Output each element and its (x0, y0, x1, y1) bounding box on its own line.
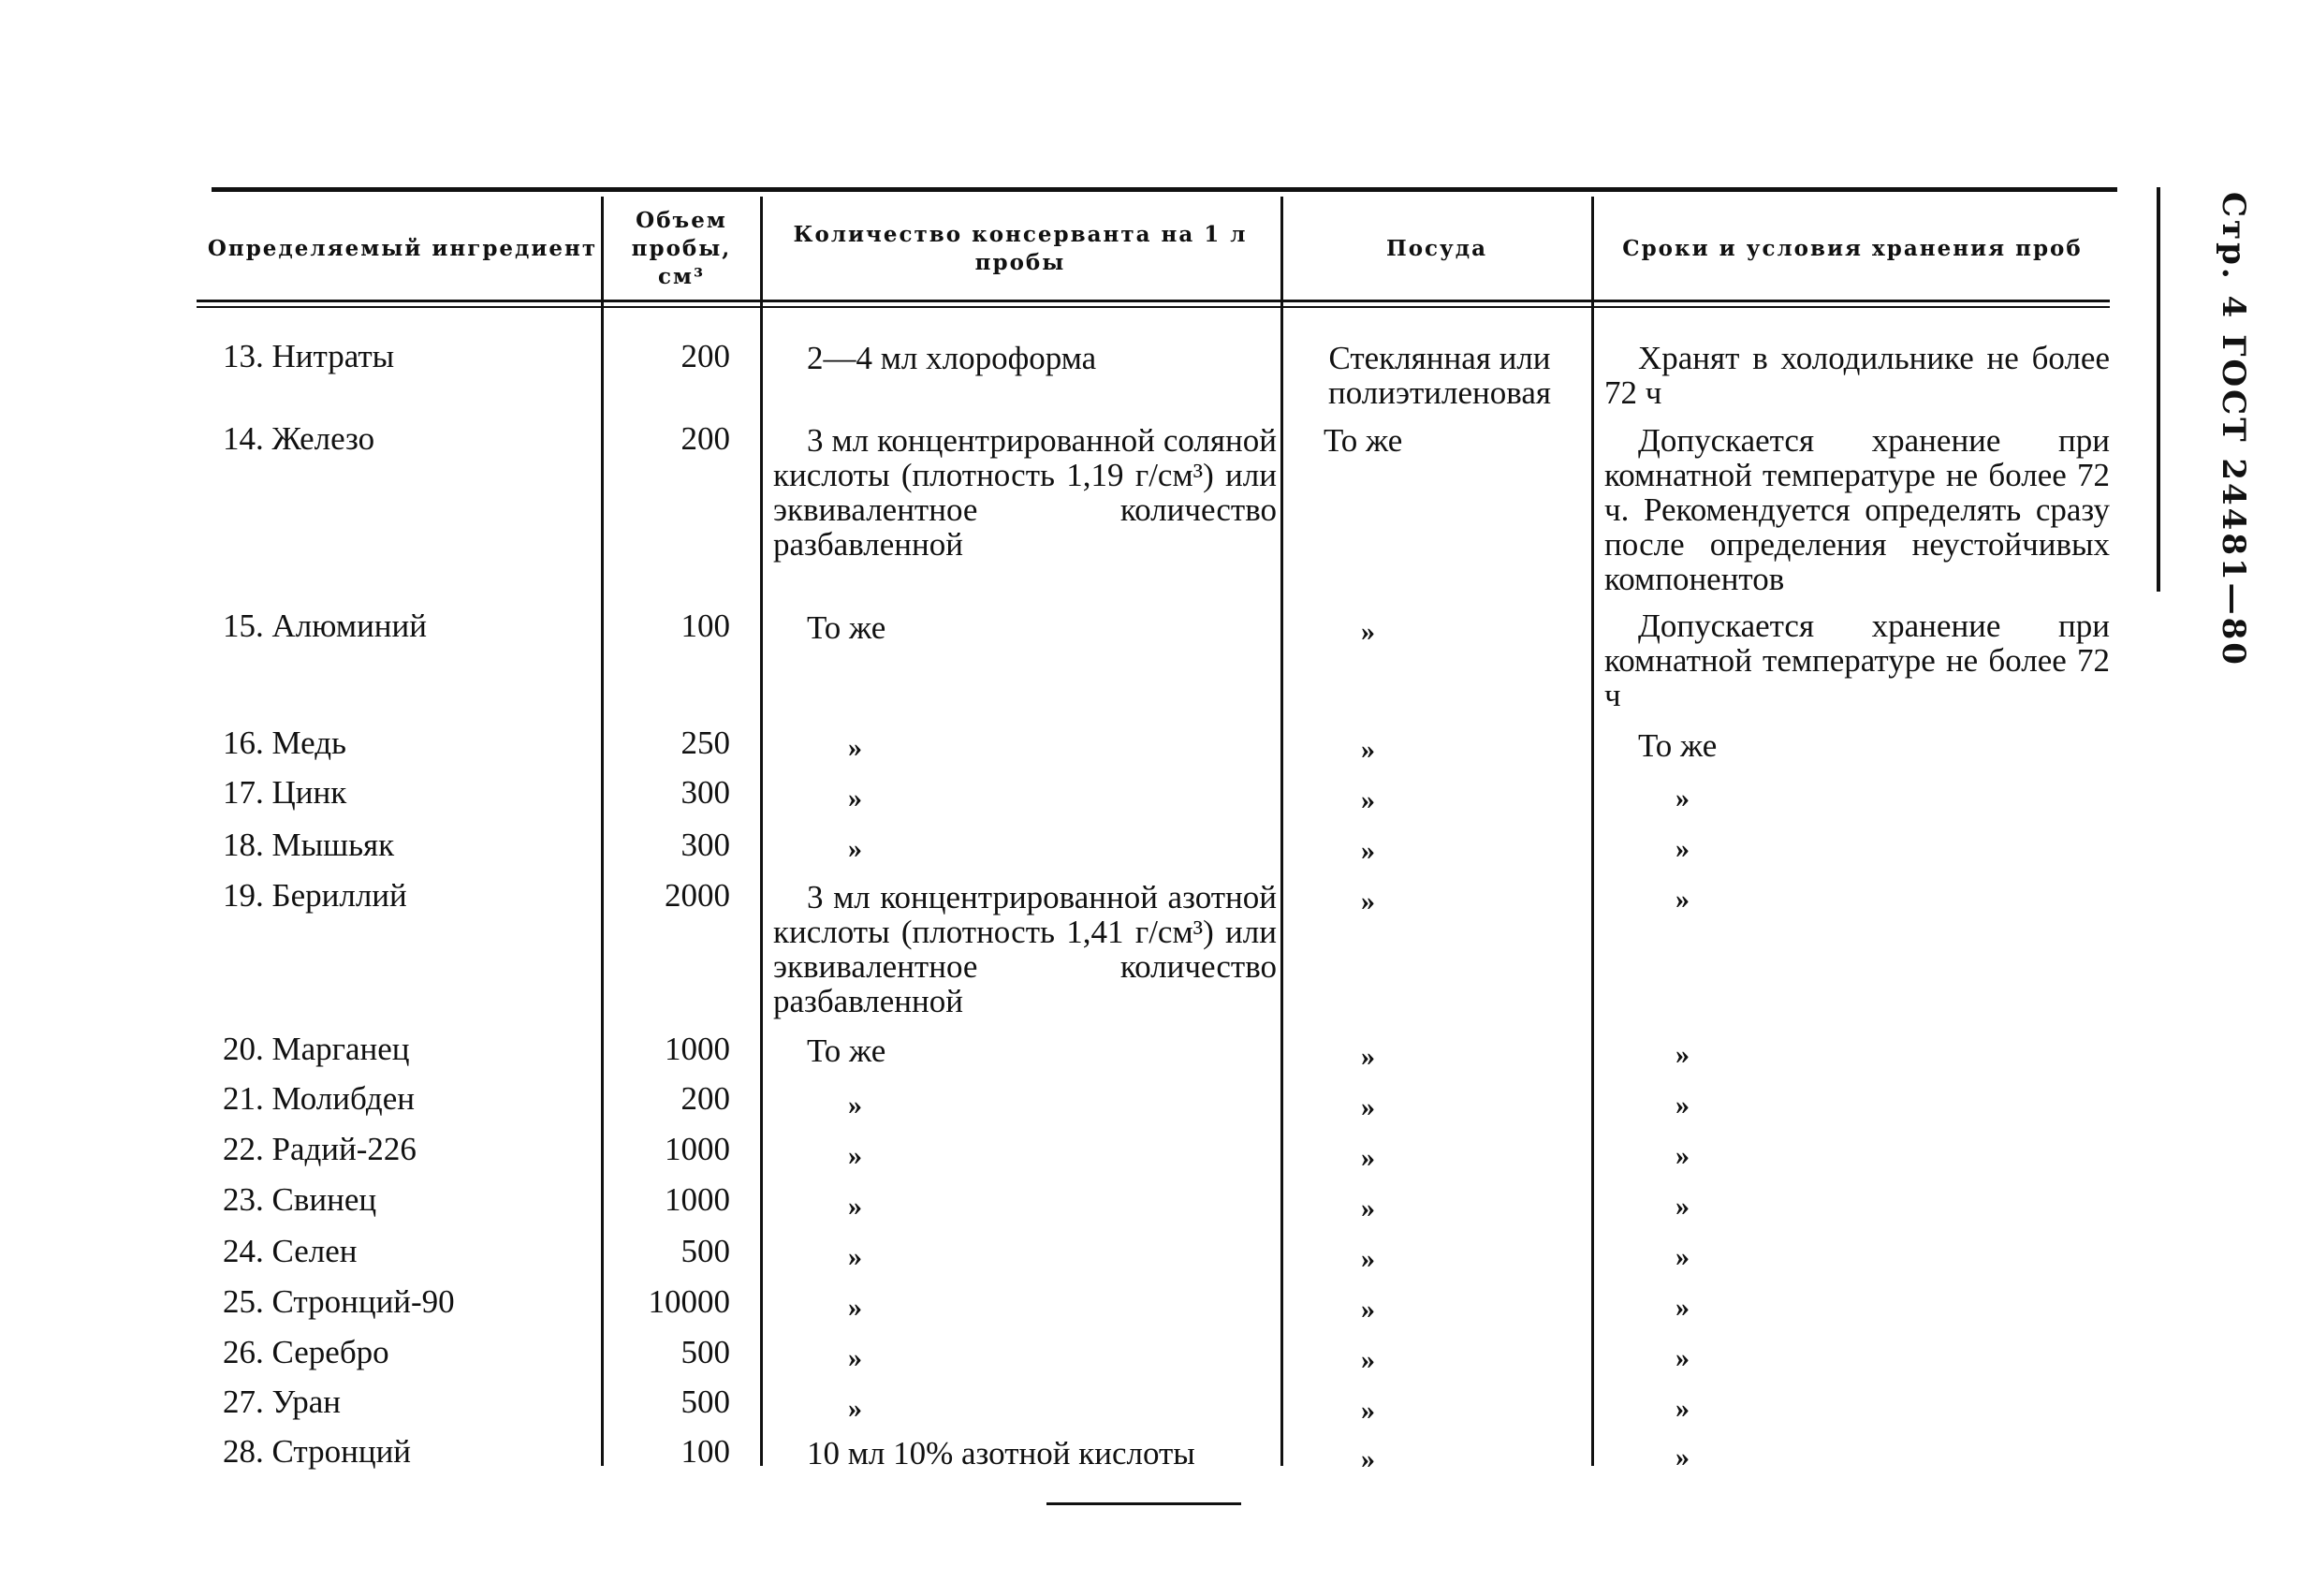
row-25-name: 25. Стронций-90 (223, 1283, 455, 1320)
row-14-storage: Допускается хранение при комнатной температуре не более 72 ч. Рекомендуется определять сразу после определения неустойчивых компонентов (1604, 422, 2110, 597)
row-22-storage: » (1675, 1140, 1690, 1171)
row-27-preservative: » (848, 1393, 862, 1424)
col-divider-1 (601, 197, 604, 1466)
row-13-preservative: 2—4 мл хлороформа (807, 340, 1097, 376)
row-17-dishware: » (1361, 784, 1375, 815)
row-24-name: 24. Селен (223, 1233, 358, 1269)
row-18-dishware: » (1361, 835, 1375, 866)
header-dishware: Посуда (1385, 236, 1488, 261)
row-25-preservative: » (848, 1292, 862, 1323)
row-28-storage: » (1675, 1442, 1690, 1472)
side-header: Стр. 4 ГОСТ 24481—80 (2215, 192, 2252, 667)
header-volume: Объем пробы, см³ (631, 208, 732, 289)
row-14-volume: 200 (680, 420, 730, 457)
row-28-dishware: » (1361, 1443, 1375, 1474)
row-23-preservative: » (848, 1191, 862, 1222)
row-19-storage: » (1675, 884, 1690, 915)
row-27-storage: » (1675, 1393, 1690, 1424)
header-ingredient: Определяемый ингредиент (207, 236, 598, 261)
table-top-rule (212, 187, 2117, 192)
row-21-volume: 200 (680, 1080, 730, 1117)
row-28-preservative: 10 мл 10% азотной кислоты (807, 1435, 1195, 1472)
row-21-storage: » (1675, 1090, 1690, 1120)
row-18-name: 18. Мышьяк (223, 827, 395, 863)
row-20-name: 20. Марганец (223, 1031, 410, 1067)
row-13-dishware: Стеклянная или полиэтиленовая (1328, 340, 1551, 411)
row-24-volume: 500 (680, 1233, 730, 1269)
row-14-dishware: То же (1324, 422, 1403, 459)
row-14-name: 14. Железо (223, 420, 375, 457)
row-15-dishware: » (1361, 616, 1375, 647)
row-26-preservative: » (848, 1342, 862, 1373)
row-15-storage: Допускается хранение при комнатной температуре не более 72 ч (1604, 608, 2110, 713)
row-17-preservative: » (848, 783, 862, 813)
header-bottom-rule-2 (197, 306, 2110, 308)
row-27-name: 27. Уран (223, 1384, 341, 1420)
row-17-storage: » (1675, 783, 1690, 813)
row-20-volume: 1000 (665, 1031, 730, 1067)
row-14-preservative: 3 мл концентрированной соляной кислоты (плотность 1,19 г/см³) или эквивалентное количество разбавленной (773, 422, 1277, 563)
row-25-dishware: » (1361, 1294, 1375, 1325)
row-16-dishware: » (1361, 734, 1375, 765)
row-28-name: 28. Стронций (223, 1433, 412, 1470)
row-21-preservative: » (848, 1090, 862, 1120)
row-21-dishware: » (1361, 1091, 1375, 1122)
row-24-storage: » (1675, 1241, 1690, 1272)
row-28-volume: 100 (680, 1433, 730, 1470)
row-26-storage: » (1675, 1342, 1690, 1373)
header-bottom-rule (197, 300, 2110, 302)
row-17-name: 17. Цинк (223, 774, 347, 811)
row-23-volume: 1000 (665, 1181, 730, 1218)
row-26-volume: 500 (680, 1334, 730, 1370)
row-22-volume: 1000 (665, 1131, 730, 1167)
row-25-volume: 10000 (648, 1283, 730, 1320)
row-13-storage: Хранят в холодильнике не более 72 ч (1604, 340, 2110, 411)
row-26-dishware: » (1361, 1344, 1375, 1375)
row-19-preservative: 3 мл концентрированной азотной кислоты (плотность 1,41 г/см³) или эквивалентное количество разбавленной (773, 879, 1277, 1019)
row-27-volume: 500 (680, 1384, 730, 1420)
footer-rule (1046, 1502, 1241, 1505)
row-19-name: 19. Бериллий (223, 877, 407, 914)
row-19-dishware: » (1361, 886, 1375, 916)
row-25-storage: » (1675, 1292, 1690, 1323)
row-13-name: 13. Нитраты (223, 338, 395, 374)
row-26-name: 26. Серебро (223, 1334, 389, 1370)
row-16-volume: 250 (680, 725, 730, 761)
row-15-volume: 100 (680, 608, 730, 644)
row-24-preservative: » (848, 1241, 862, 1272)
row-18-preservative: » (848, 833, 862, 864)
row-22-dishware: » (1361, 1142, 1375, 1173)
row-15-name: 15. Алюминий (223, 608, 427, 644)
row-15-preservative: То же (807, 609, 886, 646)
row-27-dishware: » (1361, 1395, 1375, 1426)
row-16-preservative: » (848, 732, 862, 763)
row-20-dishware: » (1361, 1041, 1375, 1072)
row-23-name: 23. Свинец (223, 1181, 377, 1218)
row-23-storage: » (1675, 1191, 1690, 1222)
row-19-volume: 2000 (665, 877, 730, 914)
header-storage: Сроки и условия хранения проб (1622, 236, 2083, 261)
row-24-dishware: » (1361, 1243, 1375, 1274)
side-rule (2157, 187, 2160, 592)
row-22-name: 22. Радий-226 (223, 1131, 417, 1167)
col-divider-2 (760, 197, 763, 1466)
row-16-storage: То же (1638, 727, 1718, 764)
header-preservative: Количество консерванта на 1 л пробы (793, 222, 1248, 275)
row-18-storage: » (1675, 833, 1690, 864)
row-20-storage: » (1675, 1039, 1690, 1070)
row-21-name: 21. Молибден (223, 1080, 415, 1117)
row-17-volume: 300 (680, 774, 730, 811)
row-13-volume: 200 (680, 338, 730, 374)
row-23-dishware: » (1361, 1193, 1375, 1223)
row-20-preservative: То же (807, 1032, 886, 1069)
row-16-name: 16. Медь (223, 725, 347, 761)
row-22-preservative: » (848, 1140, 862, 1171)
row-18-volume: 300 (680, 827, 730, 863)
